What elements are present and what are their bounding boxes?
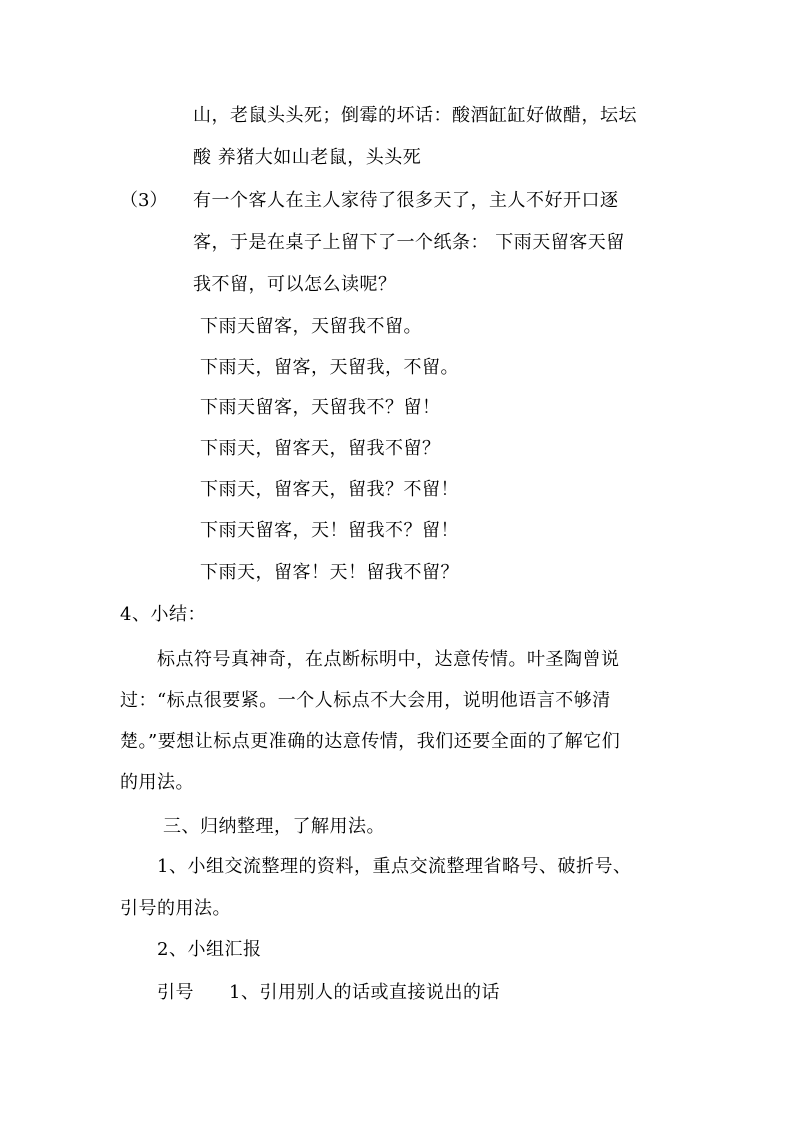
continuation-line-2: 酸 养猪大如山老鼠，头头死 xyxy=(193,147,422,168)
summary-line-3: 楚。”要想让标点更准确的达意传情，我们还要全面的了解它们 xyxy=(120,731,621,752)
item-3-line-1: 有一个客人在主人家待了很多天了，主人不好开口逐 xyxy=(193,190,619,211)
quote-label: 引号 xyxy=(157,982,194,1003)
reading-7: 下雨天，留客！天！留我不留？ xyxy=(200,562,459,583)
reading-2: 下雨天，留客，天留我，不留。 xyxy=(200,357,459,378)
continuation-line-1: 山，老鼠头头死；倒霉的坏话：酸酒缸缸好做醋，坛坛 xyxy=(193,105,637,126)
item-3-line-3: 我不留，可以怎么读呢？ xyxy=(193,274,397,295)
reading-5: 下雨天，留客天，留我？不留！ xyxy=(200,479,459,500)
summary-heading: 4、小结： xyxy=(120,604,206,625)
reading-1: 下雨天留客，天留我不留。 xyxy=(200,316,422,337)
summary-line-2: 过：“标点很要紧。一个人标点不大会用，说明他语言不够清 xyxy=(120,690,611,711)
step-1-line-2: 引号的用法。 xyxy=(120,898,231,919)
reading-6: 下雨天留客，天！留我不？留！ xyxy=(200,520,459,541)
summary-line-4: 的用法。 xyxy=(120,772,194,793)
quote-item-1: 1、引用别人的话或直接说出的话 xyxy=(229,982,500,1003)
summary-line-1: 标点符号真神奇，在点断标明中，达意传情。叶圣陶曾说 xyxy=(157,649,620,670)
item-3-marker: （3） xyxy=(120,190,168,211)
step-1-line-1: 1、小组交流整理的资料，重点交流整理省略号、破折号、 xyxy=(157,856,632,877)
reading-3: 下雨天留客，天留我不？留！ xyxy=(200,397,441,418)
section-3-heading: 三、归纳整理，了解用法。 xyxy=(163,816,385,837)
step-2: 2、小组汇报 xyxy=(157,939,262,960)
item-3-line-2: 客，于是在桌子上留下了一个纸条： 下雨天留客天留 xyxy=(193,232,625,253)
reading-4: 下雨天，留客天，留我不留？ xyxy=(200,438,441,459)
